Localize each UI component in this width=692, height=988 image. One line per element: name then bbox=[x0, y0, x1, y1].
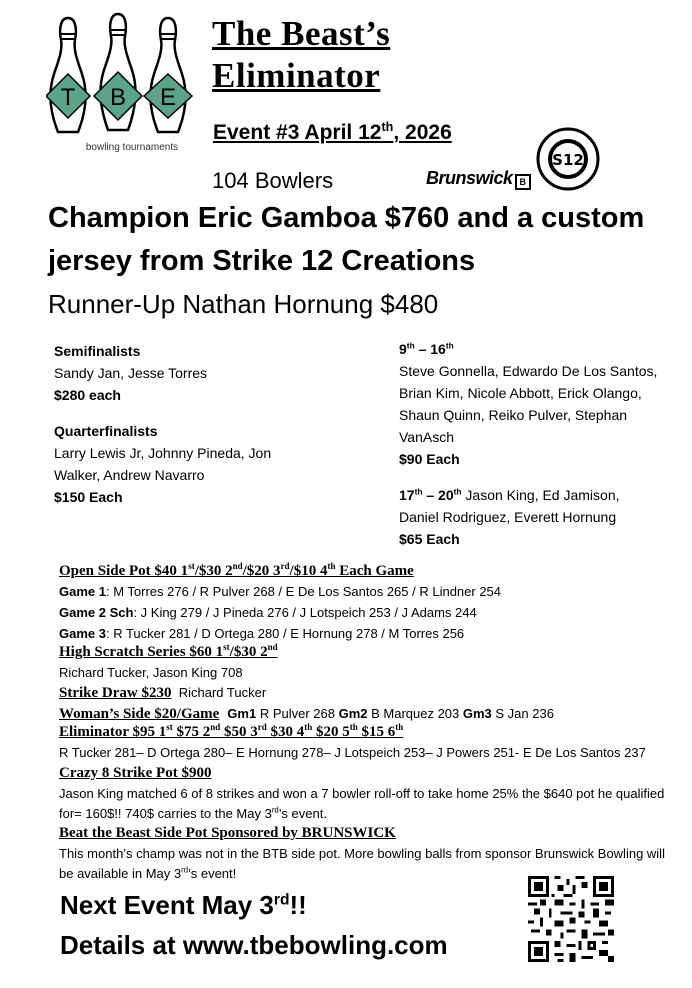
game-2-results: Game 2 Sch: J King 279 / J Pineda 276 / J Lotspeich 253 / J Adams 244 bbox=[59, 605, 477, 620]
high-scratch-winners: Richard Tucker, Jason King 708 bbox=[59, 665, 243, 680]
eliminator-results: R Tucker 281– D Ortega 280– E Hornung 278– J Lotspeich 253– J Powers 251- E De Los Santos 237 bbox=[59, 745, 646, 760]
beat-the-beast-line-2: be available in May 3rd’s event! bbox=[59, 865, 237, 881]
eliminator-heading: Eliminator $95 1st $75 2nd $50 3rd $30 4th $20 5th $15 6th bbox=[59, 722, 404, 740]
logo-letter-t: T bbox=[60, 84, 76, 111]
bowler-count: 104 Bowlers bbox=[212, 168, 334, 193]
next-event: Next Event May 3rd!! bbox=[60, 890, 307, 920]
event-date: Event #3 April 12th, 2026 bbox=[213, 120, 452, 144]
beat-the-beast-heading: Beat the Beast Side Pot Sponsored by BRUNSWICK bbox=[59, 825, 396, 841]
place-17-20-amount: $65 Each bbox=[399, 531, 460, 547]
title-line-1: The Beast’s bbox=[212, 14, 391, 53]
crazy-8-line-2: for= 160$!! 740$ carries to the May 3rd’s event. bbox=[59, 805, 327, 821]
left-column bbox=[54, 340, 374, 508]
strike12-logo bbox=[536, 127, 600, 191]
semifinalists-names: Sandy Jan, Jesse Torres bbox=[54, 365, 208, 381]
crazy-8-heading: Crazy 8 Strike Pot $900 bbox=[59, 765, 212, 781]
place-17-20-names: Daniel Rodriguez, Everett Hornung bbox=[399, 509, 617, 525]
logo-letter-e: E bbox=[159, 84, 177, 111]
right-column bbox=[399, 338, 689, 550]
place-9-16-amount: $90 Each bbox=[399, 451, 460, 467]
runner-up: Runner-Up Nathan Hornung $480 bbox=[48, 289, 439, 319]
game-3-results: Game 3: R Tucker 281 / D Ortega 280 / E Hornung 278 / M Torres 256 bbox=[59, 626, 465, 641]
qr-code[interactable] bbox=[528, 876, 614, 962]
champion-line-2: jersey from Strike 12 Creations bbox=[48, 245, 476, 277]
quarterfinalists-heading: Quarterfinalists bbox=[54, 423, 158, 439]
semifinalists-amount: $280 each bbox=[54, 387, 121, 403]
place-9-16-names: Brian Kim, Nicole Abbott, Erick Olango, bbox=[399, 385, 642, 401]
s12-text: S12 bbox=[552, 151, 584, 169]
champion-line-1: Champion Eric Gamboa $760 and a custom bbox=[48, 202, 645, 234]
place-9-16-heading: 9th – 16th bbox=[399, 340, 454, 357]
place-9-16-names: Steve Gonnella, Edwardo De Los Santos, bbox=[399, 363, 658, 379]
crazy-8-line-1: Jason King matched 6 of 8 strikes and won a 7 bowler roll-off to take home 25% the $640 pot he qualified bbox=[59, 786, 665, 801]
place-9-16-names: VanAsch bbox=[399, 429, 454, 445]
semifinalists-heading: Semifinalists bbox=[54, 343, 141, 359]
place-9-16-names: Shaun Quinn, Reiko Pulver, Stephan bbox=[399, 407, 628, 423]
open-side-pot-heading: Open Side Pot $40 1st/$30 2nd/$20 3rd/$10 4th Each Game bbox=[59, 561, 414, 579]
title-line-2: Eliminator bbox=[212, 56, 381, 95]
game-1-results: Game 1: M Torres 276 / R Pulver 268 / E De Los Santos 265 / R Lindner 254 bbox=[59, 584, 502, 599]
brunswick-logo: Brunswick B bbox=[426, 168, 531, 190]
logo-letter-b: B bbox=[109, 84, 127, 111]
womans-side-line: Woman’s Side $20/Game Gm1 R Pulver 268 Gm2 B Marquez 203 Gm3 S Jan 236 bbox=[59, 706, 554, 722]
quarterfinalists-names: Larry Lewis Jr, Johnny Pineda, Jon bbox=[54, 445, 272, 461]
quarterfinalists-amount: $150 Each bbox=[54, 489, 123, 505]
website-details[interactable]: Details at www.tbebowling.com bbox=[60, 930, 448, 960]
quarterfinalists-names: Walker, Andrew Navarro bbox=[54, 467, 205, 483]
beat-the-beast-line-1: This month’s champ was not in the BTB side pot. More bowling balls from sponsor Brunswick Bowling will bbox=[59, 846, 665, 861]
logo-tagline: bowling tournaments bbox=[85, 142, 179, 153]
strike-draw-line: Strike Draw $230 Richard Tucker bbox=[59, 685, 267, 701]
tbe-logo bbox=[46, 12, 196, 154]
high-scratch-heading: High Scratch Series $60 1st/$30 2nd bbox=[59, 642, 278, 660]
place-17-20-line: 17th – 20th Jason King, Ed Jamison, bbox=[399, 486, 620, 503]
